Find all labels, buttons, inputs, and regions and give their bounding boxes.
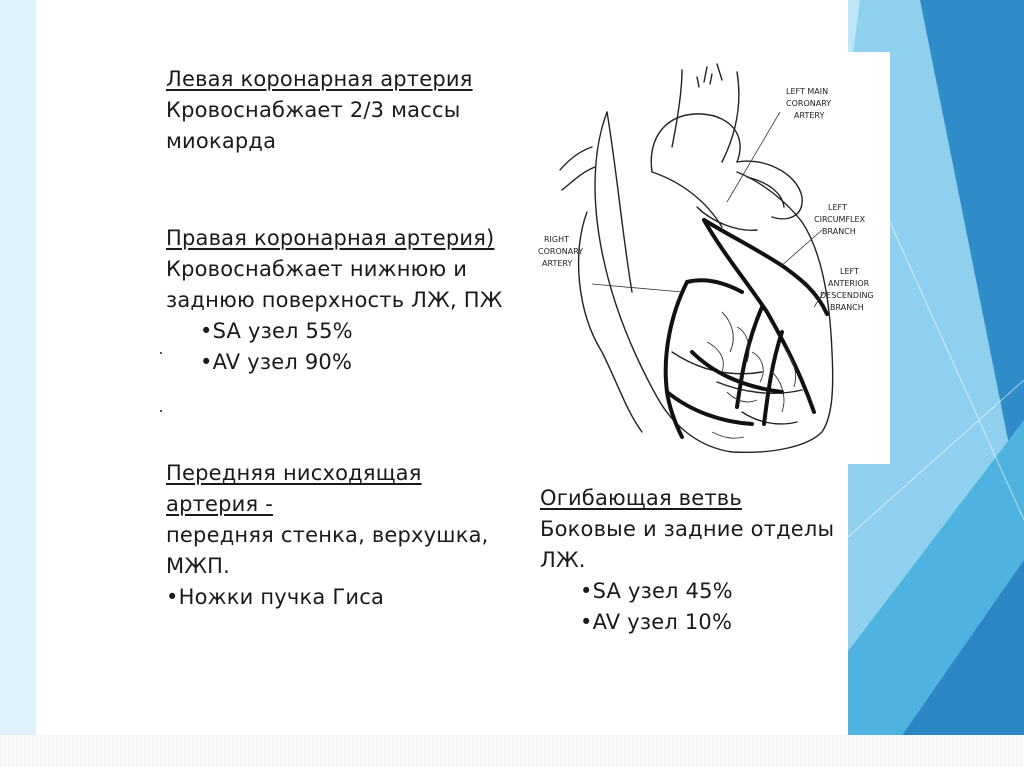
left-coronary-title: Левая коронарная артерия [166, 67, 473, 91]
left-coronary-block [166, 64, 473, 157]
label-circumflex-3: BRANCH [822, 227, 856, 236]
left-coronary-line-2: миокарда [166, 129, 277, 153]
right-coronary-bullet-av: •AV узел 90% [200, 350, 353, 374]
circumflex-block [540, 483, 834, 638]
anterior-bullet-bundle: •Ножки пучка Гиса [166, 585, 385, 609]
anterior-descending-block [166, 458, 489, 613]
label-left-main-3: ARTERY [794, 111, 825, 120]
circumflex-title: Огибающая ветвь [540, 486, 742, 510]
anterior-line-2: МЖП. [166, 554, 231, 578]
right-coronary-block [166, 223, 503, 378]
anterior-title-line-1: Передняя нисходящая [166, 461, 422, 485]
circumflex-bullet-sa: •SA узел 45% [580, 579, 733, 603]
bottom-strip [0, 735, 1024, 767]
heart-illustration [532, 52, 890, 464]
circumflex-line-2: ЛЖ. [540, 548, 586, 572]
label-right-3: ARTERY [542, 259, 573, 268]
label-circumflex-2: CIRCUMFLEX [814, 215, 866, 224]
anterior-line-1: передняя стенка, верхушка, [166, 523, 489, 547]
right-coronary-line-1: Кровоснабжает нижнюю и [166, 257, 468, 281]
decorative-speck [160, 410, 162, 412]
label-anterior-1: LEFT [840, 267, 859, 276]
right-coronary-bullet-sa: •SA узел 55% [200, 319, 353, 343]
label-circumflex-1: LEFT [828, 203, 847, 212]
right-coronary-title: Правая коронарная артерия) [166, 226, 495, 250]
label-right-2: CORONARY [538, 247, 584, 256]
heart-coronary-diagram [532, 52, 890, 464]
label-anterior-4: BRANCH [830, 303, 864, 312]
label-left-main-1: LEFT MAIN [786, 87, 829, 96]
anterior-title-line-2: артерия - [166, 492, 274, 516]
label-anterior-3: DESCENDING [820, 291, 874, 300]
label-anterior-2: ANTERIOR [828, 279, 870, 288]
decorative-speck [160, 352, 162, 354]
left-coronary-line-1: Кровоснабжает 2/3 массы [166, 98, 461, 122]
label-right-1: RIGHT [544, 235, 570, 244]
label-left-main-2: CORONARY [786, 99, 832, 108]
circumflex-line-1: Боковые и задние отделы [540, 517, 835, 541]
circumflex-bullet-av: •AV узел 10% [580, 610, 733, 634]
right-coronary-line-2: заднюю поверхность ЛЖ, ПЖ [166, 288, 503, 312]
